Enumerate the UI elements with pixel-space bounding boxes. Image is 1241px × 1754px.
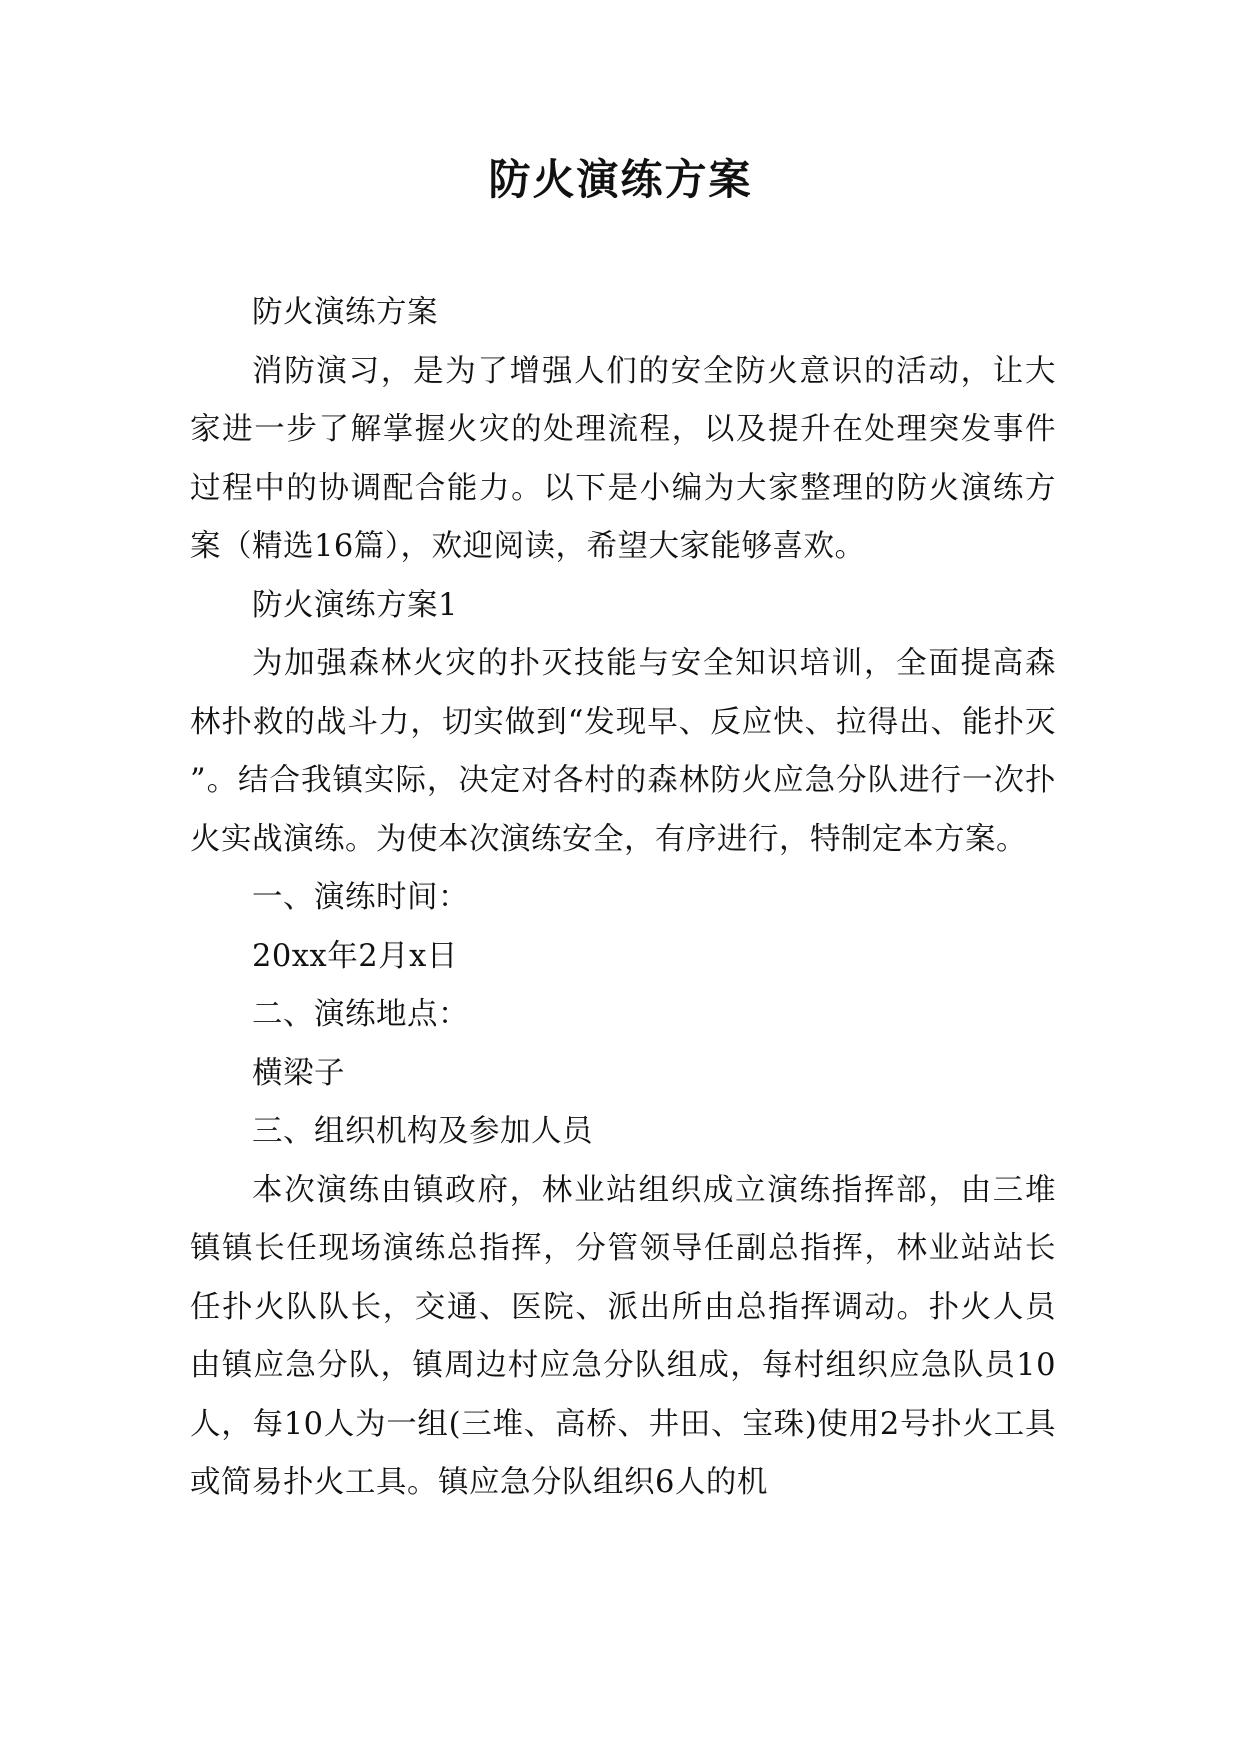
paragraph-organization: 本次演练由镇政府，林业站组织成立演练指挥部，由三堆镇镇长任现场演练总指挥，分管领导任副总指挥，林业站站长任扑火队队长，交通、医院、派出所由总指挥调动。扑火人员由镇应急分队，镇周边村应急分队组成，每村组织应急队员10人，每10人为一组(三堆、高桥、井田、宝珠)使用2号扑火工具或简易扑火工具。镇应急分队组织6人的机 bbox=[190, 1172, 1056, 1500]
paragraph-section-title: 防火演练方案1 bbox=[252, 587, 458, 623]
document-title: 防火演练方案 bbox=[488, 155, 753, 204]
document-body bbox=[190, 284, 1056, 1513]
paragraph-drill-time: 20xx年2月x日 bbox=[252, 938, 458, 974]
paragraph-purpose: 为加强森林火灾的扑灭技能与安全知识培训，全面提高森林扑救的战斗力，切实做到“发现早、反应快、拉得出、能扑灭”。结合我镇实际，决定对各村的森林防火应急分队进行一次扑火实战演练。为使本次演练安全，有序进行，特制定本方案。 bbox=[190, 646, 1056, 857]
paragraph-intro: 消防演习，是为了增强人们的安全防火意识的活动，让大家进一步了解掌握火灾的处理流程，以及提升在处理突发事件过程中的协调配合能力。以下是小编为大家整理的防火演练方案（精选16篇），欢迎阅读，希望大家能够喜欢。 bbox=[190, 353, 1056, 564]
paragraph-organization-heading: 三、组织机构及参加人员 bbox=[252, 1114, 593, 1149]
paragraph-heading: 防火演练方案 bbox=[252, 295, 438, 330]
paragraph-drill-time-heading: 一、演练时间： bbox=[252, 880, 469, 915]
paragraph-drill-location-heading: 二、演练地点： bbox=[252, 997, 469, 1032]
paragraph-drill-location: 横梁子 bbox=[252, 1055, 345, 1091]
